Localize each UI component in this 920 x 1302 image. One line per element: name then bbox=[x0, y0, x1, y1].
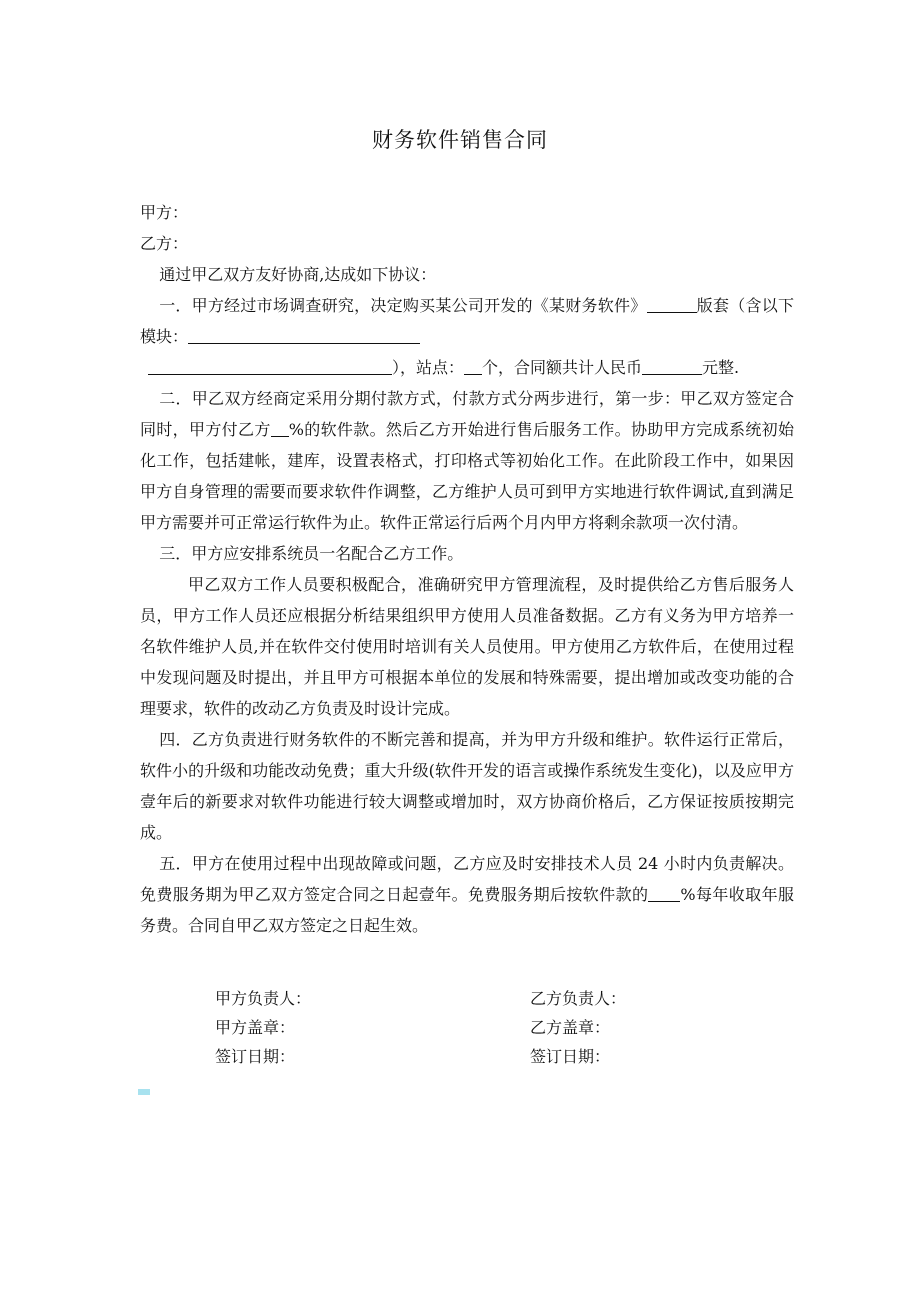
party-b-responsible: 乙方负责人： bbox=[530, 989, 627, 1008]
intro-line: 通过甲乙双方友好协商,达成如下协议： bbox=[159, 265, 437, 284]
clause-1: 一．甲方经过市场调查研究，决定购买某公司开发的《某财务软件》 版套（含以下模块： ），站点： 个，合同额共计人民币 元整. bbox=[140, 296, 794, 377]
signature-party-a bbox=[215, 984, 311, 1071]
clause-3-detail: 甲乙双方工作人员要积极配合，准确研究甲方管理流程，及时提供给乙方售后服务人员，甲方工作人员还应根据分析结果组织甲方使用人员准备数据。乙方有义务为甲方培养一名软件维护人员,并在软件交付使用时培训有关人员使用。甲方使用乙方软件后，在使用过程中发现问题及时提出，并且甲方可根据本单位的发展和特殊需要，提出增加或改变功能的合理要求，软件的改动乙方负责及时设计完成。 bbox=[140, 575, 794, 718]
signature-party-b bbox=[530, 984, 626, 1071]
blank-modules-cont bbox=[148, 358, 392, 375]
page-title: 财务软件销售合同 bbox=[372, 128, 548, 152]
blank-edition bbox=[647, 296, 697, 313]
party-a-date: 签订日期： bbox=[215, 1047, 296, 1066]
party-b-line: 乙方： bbox=[140, 234, 189, 253]
party-b-date: 签订日期： bbox=[530, 1047, 611, 1066]
decorative-mark bbox=[138, 1089, 150, 1095]
blank-amount bbox=[642, 358, 702, 375]
party-a-seal: 甲方盖章： bbox=[215, 1018, 296, 1037]
clause-3: 三．甲方应安排系统员一名配合乙方工作。 bbox=[159, 544, 464, 563]
clause-5: 五．甲方在使用过程中出现故障或问题，乙方应及时安排技术人员 24 小时内负责解决。免费服务期为甲乙双方签定合同之日起壹年。免费服务期后按软件款的 %每年收取年服务费。合同自甲乙双方签定之日起生效。 bbox=[140, 854, 794, 935]
party-a-responsible: 甲方负责人： bbox=[215, 989, 312, 1008]
party-a-line: 甲方： bbox=[140, 203, 189, 222]
blank-percent-2 bbox=[648, 885, 680, 902]
blank-sites bbox=[464, 358, 482, 375]
clause-4: 四．乙方负责进行财务软件的不断完善和提高，并为甲方升级和维护。软件运行正常后，软件小的升级和功能改动免费；重大升级(软件开发的语言或操作系统发生变化)，以及应甲方壹年后的新要求对软件功能进行较大调整或增加时，双方协商价格后，乙方保证按质按期完成。 bbox=[140, 730, 794, 842]
blank-percent-1 bbox=[271, 420, 289, 437]
clause-2: 二．甲乙双方经商定采用分期付款方式，付款方式分两步进行，第一步：甲乙双方签定合同时，甲方付乙方 %的软件款。然后乙方开始进行售后服务工作。协助甲方完成系统初始化工作，包括建帐，建库，设置表格式，打印格式等初始化工作。在此阶段工作中，如果因甲方自身管理的需要而要求软件作调整，乙方维护人员可到甲方实地进行软件调试,直到满足甲方需要并可正常运行软件为止。软件正常运行后两个月内甲方将剩余款项一次付清。 bbox=[140, 389, 794, 532]
contract-body bbox=[140, 197, 794, 941]
blank-modules bbox=[188, 327, 420, 344]
party-b-seal: 乙方盖章： bbox=[530, 1018, 611, 1037]
